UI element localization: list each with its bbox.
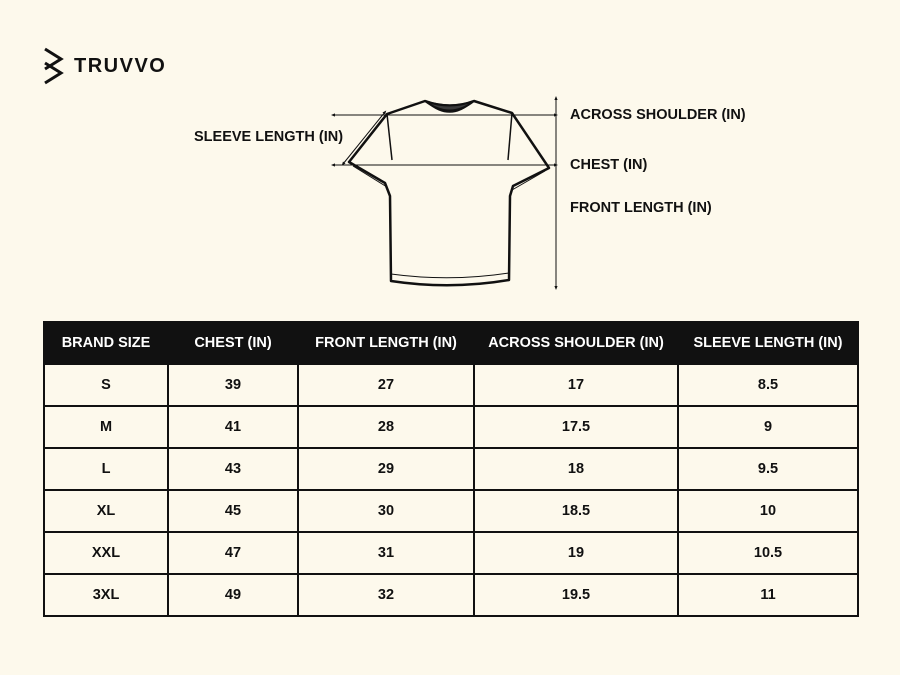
header-front-length: FRONT LENGTH (IN) [298, 322, 474, 364]
cell-front-length: 31 [298, 532, 474, 574]
cell-chest: 43 [168, 448, 298, 490]
table-row [44, 364, 858, 406]
cell-across-shoulder: 18.5 [474, 490, 678, 532]
chest-label: CHEST (IN) [570, 157, 648, 173]
table-row [44, 532, 858, 574]
cell-chest: 41 [168, 406, 298, 448]
cell-front-length: 29 [298, 448, 474, 490]
cell-sleeve-length: 10.5 [678, 532, 858, 574]
cell-sleeve-length: 10 [678, 490, 858, 532]
cell-sleeve-length: 8.5 [678, 364, 858, 406]
cell-chest: 39 [168, 364, 298, 406]
table-row [44, 490, 858, 532]
brand-name: TRUVVO [74, 54, 167, 77]
cell-front-length: 27 [298, 364, 474, 406]
cell-across-shoulder: 18 [474, 448, 678, 490]
header-sleeve-length: SLEEVE LENGTH (IN) [678, 322, 858, 364]
cell-across-shoulder: 19.5 [474, 574, 678, 616]
cell-size: M [44, 406, 168, 448]
cell-size: S [44, 364, 168, 406]
front-length-label: FRONT LENGTH (IN) [570, 200, 712, 216]
cell-across-shoulder: 17.5 [474, 406, 678, 448]
header-brand-size: BRAND SIZE [44, 322, 168, 364]
cell-size: XXL [44, 532, 168, 574]
cell-sleeve-length: 11 [678, 574, 858, 616]
cell-front-length: 28 [298, 406, 474, 448]
header-across-shoulder: ACROSS SHOULDER (IN) [474, 322, 678, 364]
table-header-row [44, 322, 858, 364]
measurement-diagram [0, 0, 900, 300]
cell-size: XL [44, 490, 168, 532]
cell-sleeve-length: 9.5 [678, 448, 858, 490]
cell-chest: 45 [168, 490, 298, 532]
across-shoulder-label: ACROSS SHOULDER (IN) [570, 107, 746, 123]
size-chart-table [43, 321, 859, 617]
cell-across-shoulder: 17 [474, 364, 678, 406]
table-row [44, 406, 858, 448]
cell-front-length: 32 [298, 574, 474, 616]
cell-size: 3XL [44, 574, 168, 616]
header-chest: CHEST (IN) [168, 322, 298, 364]
sleeve-length-label: SLEEVE LENGTH (IN) [194, 129, 344, 145]
cell-sleeve-length: 9 [678, 406, 858, 448]
cell-size: L [44, 448, 168, 490]
cell-chest: 49 [168, 574, 298, 616]
table-row [44, 448, 858, 490]
tshirt-outline-icon [0, 0, 900, 300]
cell-front-length: 30 [298, 490, 474, 532]
table-row [44, 574, 858, 616]
cell-across-shoulder: 19 [474, 532, 678, 574]
cell-chest: 47 [168, 532, 298, 574]
